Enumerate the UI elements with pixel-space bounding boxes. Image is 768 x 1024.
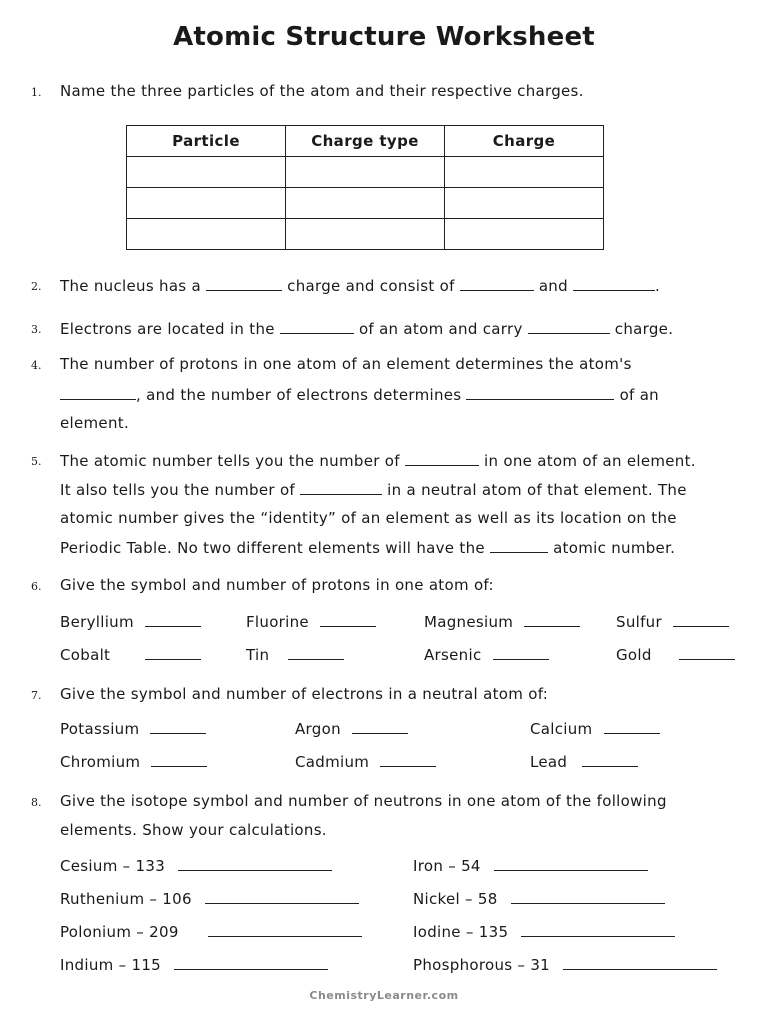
- question-4-line-1: The number of protons in one atom of an element determines the atom's: [60, 355, 632, 373]
- q6-item: [424, 612, 580, 631]
- element-name: Magnesium: [424, 613, 514, 631]
- question-2-number: 2.: [31, 280, 42, 293]
- q4-text-2b: of an: [619, 386, 659, 404]
- answer-blank[interactable]: [494, 856, 648, 871]
- answer-blank[interactable]: [151, 752, 207, 767]
- question-5-line-4: [60, 538, 675, 557]
- answer-blank[interactable]: [300, 480, 382, 495]
- isotope-name: Polonium – 209: [60, 923, 179, 941]
- q5-text-1a: The atomic number tells you the number of: [60, 452, 400, 470]
- q8-item: [413, 856, 648, 875]
- q6-item: [424, 645, 549, 664]
- q8-item: [60, 955, 328, 974]
- table-cell[interactable]: [127, 188, 286, 219]
- element-name: Cobalt: [60, 646, 111, 664]
- q8-item: [60, 889, 359, 908]
- q5-text-4b: atomic number.: [553, 539, 676, 557]
- answer-blank[interactable]: [573, 276, 655, 291]
- table-cell[interactable]: [286, 219, 445, 250]
- table-header-charge: Charge: [445, 126, 604, 157]
- answer-blank[interactable]: [511, 889, 665, 904]
- question-6-text: Give the symbol and number of protons in one atom of:: [60, 576, 494, 594]
- question-8-line-2: elements. Show your calculations.: [60, 821, 327, 839]
- answer-blank[interactable]: [493, 645, 549, 660]
- q7-item: [295, 719, 408, 738]
- element-name: Calcium: [530, 720, 593, 738]
- table-header-charge-type: Charge type: [286, 126, 445, 157]
- answer-blank[interactable]: [466, 385, 614, 400]
- question-4-line-2: [60, 385, 659, 404]
- table-row: [127, 188, 604, 219]
- element-name: Lead: [530, 753, 568, 771]
- table-cell[interactable]: [127, 219, 286, 250]
- q8-item: [413, 922, 675, 941]
- answer-blank[interactable]: [145, 645, 201, 660]
- element-name: Beryllium: [60, 613, 134, 631]
- answer-blank[interactable]: [288, 645, 344, 660]
- answer-blank[interactable]: [60, 385, 136, 400]
- element-name: Potassium: [60, 720, 140, 738]
- answer-blank[interactable]: [206, 276, 282, 291]
- element-name: Arsenic: [424, 646, 482, 664]
- question-7-number: 7.: [31, 689, 42, 702]
- answer-blank[interactable]: [460, 276, 534, 291]
- q8-item: [413, 889, 665, 908]
- answer-blank[interactable]: [145, 612, 201, 627]
- table-row: [127, 157, 604, 188]
- answer-blank[interactable]: [563, 955, 717, 970]
- isotope-name: Nickel – 58: [413, 890, 498, 908]
- question-1-text: Name the three particles of the atom and their respective charges.: [60, 82, 584, 100]
- table-header-row: [127, 126, 604, 157]
- element-name: Argon: [295, 720, 341, 738]
- q6-item: [616, 612, 729, 631]
- q7-item: [295, 752, 436, 771]
- question-5-line-1: [60, 451, 696, 470]
- table-cell[interactable]: [445, 219, 604, 250]
- table-cell[interactable]: [286, 188, 445, 219]
- q8-item: [60, 922, 362, 941]
- q7-item: [60, 719, 206, 738]
- q3-text-2: of an atom and carry: [358, 320, 523, 338]
- isotope-name: Iodine – 135: [413, 923, 509, 941]
- q3-text-3: charge.: [614, 320, 674, 338]
- answer-blank[interactable]: [174, 955, 328, 970]
- q6-item: [60, 645, 201, 664]
- question-7-text: Give the symbol and number of electrons in a neutral atom of:: [60, 685, 549, 703]
- q6-item: [246, 612, 376, 631]
- question-3-text: [60, 319, 673, 338]
- answer-blank[interactable]: [528, 319, 610, 334]
- question-5-number: 5.: [31, 455, 42, 468]
- answer-blank[interactable]: [524, 612, 580, 627]
- answer-blank[interactable]: [582, 752, 638, 767]
- q5-text-1b: in one atom of an element.: [484, 452, 696, 470]
- question-4-number: 4.: [31, 359, 42, 372]
- q2-text-3: and: [538, 277, 568, 295]
- answer-blank[interactable]: [679, 645, 735, 660]
- q3-text-1: Electrons are located in the: [60, 320, 275, 338]
- table-cell[interactable]: [445, 157, 604, 188]
- answer-blank[interactable]: [352, 719, 408, 734]
- element-name: Fluorine: [246, 613, 309, 631]
- q6-item: [60, 612, 201, 631]
- table-row: [127, 219, 604, 250]
- answer-blank[interactable]: [150, 719, 206, 734]
- table-cell[interactable]: [286, 157, 445, 188]
- answer-blank[interactable]: [604, 719, 660, 734]
- isotope-name: Indium – 115: [60, 956, 162, 974]
- q7-item: [530, 719, 660, 738]
- answer-blank[interactable]: [380, 752, 436, 767]
- footer-site-credit: ChemistryLearner.com: [309, 989, 459, 1002]
- question-8-line-1: Give the isotope symbol and number of neutrons in one atom of the following: [60, 792, 667, 810]
- question-8-number: 8.: [31, 796, 42, 809]
- question-3-number: 3.: [31, 323, 42, 336]
- answer-blank[interactable]: [490, 538, 548, 553]
- answer-blank[interactable]: [178, 856, 332, 871]
- answer-blank[interactable]: [673, 612, 729, 627]
- answer-blank[interactable]: [208, 922, 362, 937]
- answer-blank[interactable]: [320, 612, 376, 627]
- q7-item: [530, 752, 638, 771]
- element-name: Sulfur: [616, 613, 662, 631]
- q4-text-2a: , and the number of electrons determines: [136, 386, 462, 404]
- answer-blank[interactable]: [280, 319, 354, 334]
- question-4-line-3: element.: [60, 414, 130, 432]
- question-6-number: 6.: [31, 580, 42, 593]
- answer-blank[interactable]: [205, 889, 359, 904]
- isotope-name: Cesium – 133: [60, 857, 166, 875]
- q8-item: [60, 856, 332, 875]
- isotope-name: Iron – 54: [413, 857, 481, 875]
- table-cell[interactable]: [127, 157, 286, 188]
- answer-blank[interactable]: [521, 922, 675, 937]
- q5-text-2a: It also tells you the number of: [60, 481, 296, 499]
- element-name: Cadmium: [295, 753, 370, 771]
- question-5-line-2: [60, 480, 687, 499]
- q6-item: [246, 645, 344, 664]
- element-name: Chromium: [60, 753, 141, 771]
- q5-text-2b: in a neutral atom of that element. The: [387, 481, 687, 499]
- worksheet-title: Atomic Structure Worksheet: [173, 22, 595, 52]
- element-name: Tin: [246, 646, 270, 664]
- element-name: Gold: [616, 646, 652, 664]
- question-2-text: [60, 276, 660, 295]
- isotope-name: Phosphorous – 31: [413, 956, 551, 974]
- question-5-line-3: atomic number gives the “identity” of an element as well as its location on the: [60, 509, 677, 527]
- q2-text-2: charge and consist of: [287, 277, 455, 295]
- isotope-name: Ruthenium – 106: [60, 890, 192, 908]
- q5-text-4a: Periodic Table. No two different elements will have the: [60, 539, 485, 557]
- q2-text-4: .: [655, 277, 661, 295]
- question-1-number: 1.: [31, 86, 42, 99]
- q8-item: [413, 955, 717, 974]
- table-cell[interactable]: [445, 188, 604, 219]
- particles-table: [126, 125, 604, 250]
- q2-text-1: The nucleus has a: [60, 277, 201, 295]
- q6-item: [616, 645, 735, 664]
- table-header-particle: Particle: [127, 126, 286, 157]
- q7-item: [60, 752, 207, 771]
- answer-blank[interactable]: [405, 451, 479, 466]
